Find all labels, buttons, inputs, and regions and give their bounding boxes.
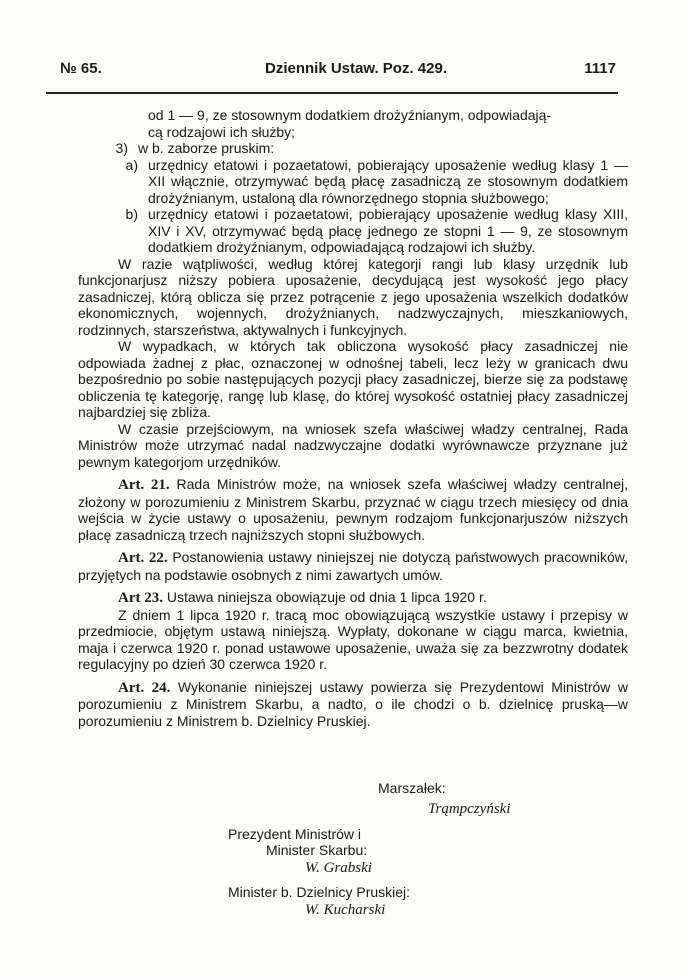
paragraph-doubts: W razie wątpliwości, według której kategorji rangi lub klasy urzędnik lub funkcjonarjusz niższy pobiera uposażenie, decydującą jest wysokość jego płacy zasadniczej, którą oblicza się przez potrącenie z jego uposażenia wszelkich dodatków ekonomicznych, wojennych, drożyźnianych, nadzwyczajnych, mieszkaniowych, rodzinnych, starszeństwa, aktywalnych i funkcyjnych. [78,255,628,338]
paragraph-calculation: W wypadkach, w których tak obliczona wysokość płacy zasadniczej nie odpowiada żadnej z płac, oznaczonej w odnośnej tabeli, lecz leży w granicach dwu bezpośrednio po sobie następujących pozycji płacy zasadniczej, bierze się za podstawę obliczenia tę kategorję, rangę lub klasę, do której wysokość ostatniej płacy zasadniczej najbardziej się zbliża. [78,338,628,420]
pm-name: W. Grabski [305,860,372,876]
list-item-label: 3) [115,140,128,156]
continuation-line-2: cą rodzajowi ich służby; [148,123,296,140]
paragraph-transitional: W czasie przejściowym, na wniosek szefa właściwej władzy centralnej, Rada Ministrów może utrzymać nadal nadzwyczajne dodatki wyrównawcze przyznane już pewnym kategorjom urzędników. [78,420,628,470]
page-header [60,60,616,82]
header-rule [46,92,618,94]
marshal-title: Marszałek: [378,780,446,796]
article-label: Art 23. [118,590,163,606]
list-item-text: urzędnicy etatowi i pozaetatowi, pobierający uposażenie według klasy XIII, XIV i XV, otrzymywać będą płacę jednego ze stopni 1 — 9, ze stosownym dodatkiem drożyźnianym, odpowiadającą rodzajowi ich służby. [148,206,628,255]
article-label: Art. 24. [118,679,171,696]
article-23 [78,589,628,607]
list-item-label: b) [125,206,138,222]
article-23-paragraph: Z dniem 1 lipca 1920 r. tracą moc obowiązującą wszystkie ustawy i przepisy w przedmiocie, objętym ustawą niniejszą. Wypłaty, dokonane w ciągu marca, kwietnia, maja i czerwca 1920 r. ponad ustawowe uposażenie, uważa się za bezzwrotny dodatek regulacyjny po dzień 30 czerwca 1920 r. [78,606,628,672]
prussia-minister-name: W. Kucharski [305,902,386,918]
pm-title-line-2: Minister Skarbu: [266,842,368,858]
article-text: Wykonanie niniejszej ustawy powierza się Prezydentowi Ministrów w porozumieniu z Ministrem Skarbu, a nadto, o ile chodzi o b. dzielnicę pruską—w porozumieniu z Ministrem b. Dzielnicy Pruskiej. [78,678,629,729]
article-text: Rada Ministrów może, na wniosek szefa właściwej władzy centralnej, złożony w porozumieniu z Ministrem Skarbu, przyznać w ciągu trzech miesięcy od dnia wejścia w życie ustawy o uposażeniu, pewnym rodzajom funkcjonarjuszów niższych płacę zasadniczą trzech najniższych stopni służbowych. [78,476,629,543]
article-21 [78,476,628,543]
list-item-text: urzędnicy etatowi i pozaetatowi, pobierający uposażenie według klasy 1 — XII włącznie, otrzymywać będą płacę zasadniczą ze stosownym dodatkiem drożyźnianym, ustaloną dla równorzędnego stopnia służbowego; [148,156,628,206]
article-22 [78,549,628,583]
issue-number: № 65. [60,60,102,77]
continuation-line-1: od 1 — 9, ze stosownym dodatkiem drożyźnianym, odpowiadają- [148,107,552,123]
marshal-name: Trąmpczyński [428,801,511,817]
article-text: Postanowienia ustawy niniejszej nie dotyczą państwowych pracowników, przyjętych na podstawie osobnych z nimi zawartych umów. [78,549,628,583]
journal-title: Dziennik Ustaw. Poz. 429. [265,60,447,77]
list-item-3 [78,140,628,157]
list-item-3a [78,157,628,207]
article-text: Ustawa niniejsza obowiązuje od dnia 1 lipca 1920 r. [166,589,487,605]
article-label: Art. 22. [118,550,168,566]
prussia-minister-title: Minister b. Dzielnicy Pruskiej: [228,884,411,900]
article-label: Art. 21. [118,477,170,493]
list-item-label: a) [125,156,138,173]
article-24 [78,679,628,730]
list-item-3b [78,206,628,256]
page-number: 1117 [584,60,616,77]
document-body [78,107,628,729]
list-item-text: w b. zaborze pruskim: [138,140,275,156]
pm-title-line-1: Prezydent Ministrów i [228,826,362,842]
